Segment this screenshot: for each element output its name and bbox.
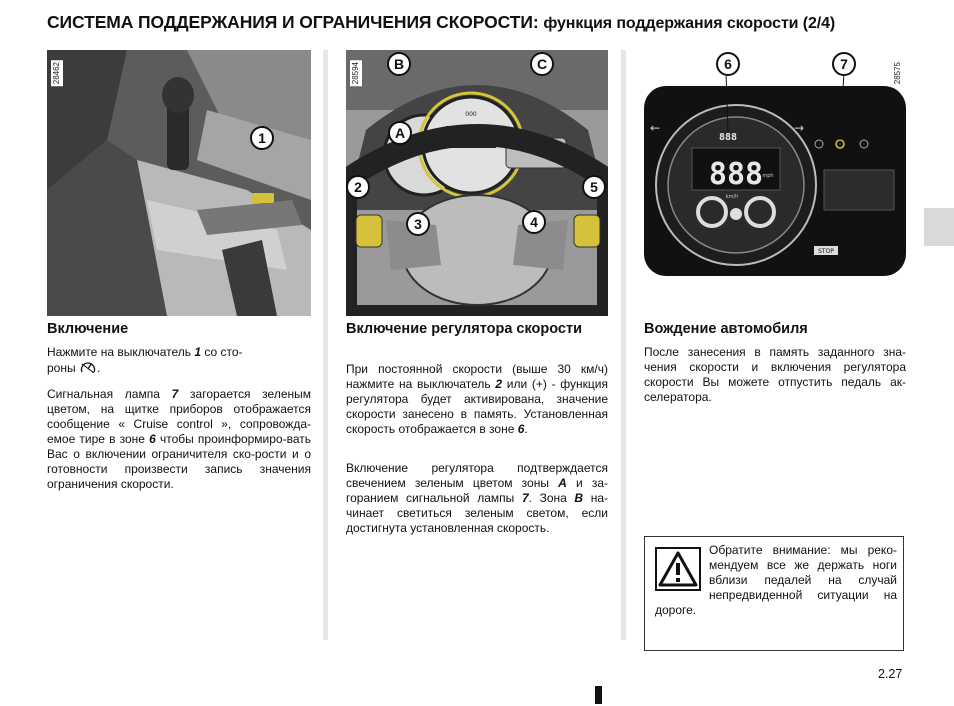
figure-steering-wheel: [346, 50, 608, 316]
col2-p1-end: .: [524, 422, 528, 436]
col3-heading: Вождение автомобиля: [644, 321, 808, 337]
page-number: 2.27: [878, 667, 903, 681]
col2-p2-b: и за-горанием сигнальной лампы: [346, 476, 609, 505]
lamp-ref-7: 7: [171, 387, 179, 401]
col3-paragraph-1: После занесения в память заданного зна-чения скорости и включения регулятора скорости Вы можете отпустить педаль ак-селератора.: [644, 345, 906, 404]
figure-instrument-cluster-illustration: [644, 50, 906, 316]
col2-p1-b: или (+) - функция регулятора будет активирована, значение скорости занесено в память. Установленная скорость отображается в зоне: [346, 377, 608, 436]
col1-p2-a: Сигнальная лампа: [47, 387, 160, 401]
dash-display-top: 000: [465, 111, 477, 118]
zone-ref-B: B: [574, 491, 584, 505]
column-divider-1: [323, 50, 328, 640]
unit-mph: mph: [762, 173, 774, 179]
page-title: [47, 12, 917, 33]
switch-ref-2: 2: [495, 377, 503, 391]
col2-heading: Включение регулятора скорости: [346, 321, 583, 337]
col1-p1-c: роны: [47, 361, 76, 375]
col1-paragraph-1: [47, 345, 311, 376]
figure-cruise-switch: [47, 50, 311, 316]
unit-kmh: km/h: [725, 194, 739, 200]
zone-ref-A: A: [558, 476, 567, 490]
callout-7: 7: [832, 52, 856, 76]
figure-cruise-switch-illustration: [47, 50, 311, 316]
lamp-ref-7: 7: [521, 491, 529, 505]
footer-marker: [595, 686, 602, 704]
col2-p2-d: на-чинает светиться зеленым светом, если достигнута установленная скорость.: [346, 491, 609, 535]
col2-p1-a: При постоянной скорости (выше 30 км/ч) нажмите на выключатель: [346, 362, 608, 391]
col2-paragraph-2: [346, 461, 608, 536]
column-divider-2: [621, 50, 626, 640]
col2-p2-c: . Зона: [528, 491, 567, 505]
stop-label: STOP: [818, 248, 834, 255]
warning-text: Обратите внимание: мы реко-мендуем все же держать ноги вблизи педалей на случай непредвиденной ситуации на дороге.: [655, 543, 897, 617]
figure-instrument-cluster: [644, 50, 906, 316]
switch-ref-1: 1: [194, 345, 202, 359]
callout-1: 1: [250, 126, 274, 150]
dash-display: 888: [456, 128, 486, 147]
col1-p1-end: .: [96, 361, 101, 375]
callout-2: 2: [346, 175, 370, 199]
zone-ref-6: 6: [149, 432, 156, 446]
col1-p2-b: загорается зеленым цветом, на щитке приборов отображается сообщение « Cruise control », сопровожда-емое тире в зоне: [47, 387, 312, 446]
warning-box: [644, 536, 904, 651]
callout-C: C: [530, 52, 554, 76]
svg-text:→: →: [794, 121, 805, 135]
figure-code: 28462: [52, 62, 61, 85]
col1-heading: Включение: [47, 321, 129, 337]
speed-limiter-icon: [79, 360, 97, 375]
cluster-display-small: 888: [718, 132, 738, 143]
callout-5: 5: [582, 175, 606, 199]
callout-3: 3: [406, 212, 430, 236]
svg-text:←: ←: [650, 121, 661, 135]
callout-A: A: [388, 121, 412, 145]
col1-p1-b: со сто-: [204, 345, 243, 359]
col1-p1-a: Нажмите на выключатель: [47, 345, 191, 359]
col2-paragraph-1: [346, 362, 608, 437]
chapter-tab: [924, 208, 954, 246]
figure-code: 28575: [893, 62, 902, 85]
title-sub: функция поддержания скорости (2/4): [543, 15, 836, 32]
callout-4: 4: [522, 210, 546, 234]
col1-paragraph-2: [47, 387, 311, 492]
figure-steering-wheel-illustration: [346, 50, 608, 316]
col1-p2-c: чтобы проинформиро-вать Вас о включении ограничителя ско-рости и о готовности произвести запись значения ограничения скорости.: [47, 432, 311, 491]
cluster-display-big: 888: [708, 157, 764, 192]
title-main: СИСТЕМА ПОДДЕРЖАНИЯ И ОГРАНИЧЕНИЯ СКОРОСТИ:: [47, 12, 539, 32]
zone-ref-6: 6: [517, 422, 525, 436]
callout-B: B: [387, 52, 411, 76]
figure-code: 28594: [351, 62, 360, 85]
callout-6: 6: [716, 52, 740, 76]
col2-p2-a: Включение регулятора подтверждается свечением зеленым цветом зоны: [346, 461, 608, 490]
